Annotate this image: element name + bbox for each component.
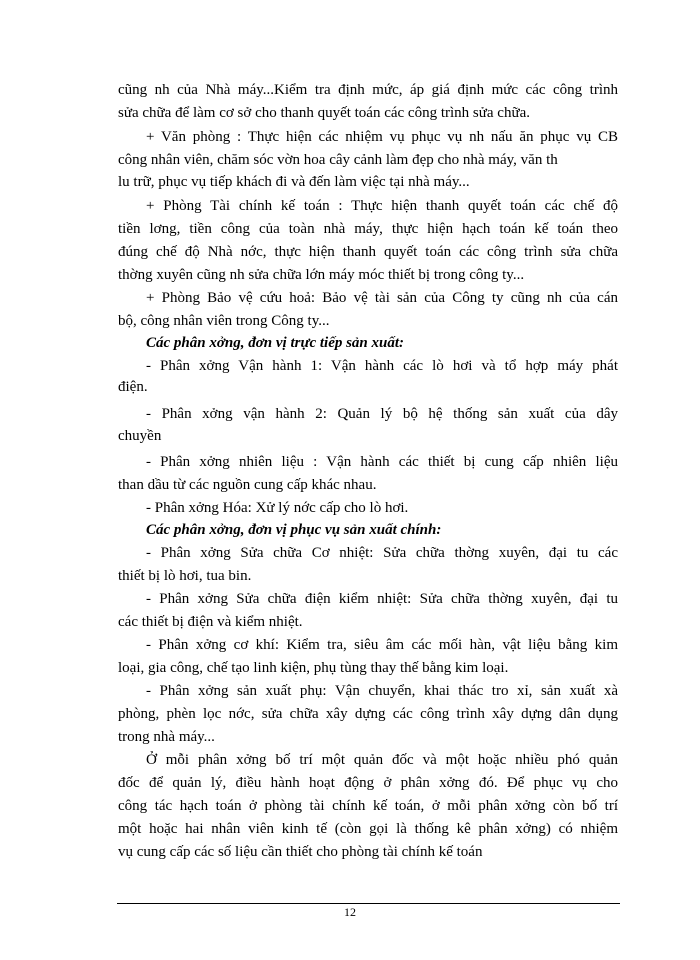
text-line: sửa chữa để làm cơ sở cho thanh quyết toán các công trình sửa chữa.	[118, 105, 530, 121]
text-line: Ở mỗi phân xởng bố trí một quản đốc và một hoặc nhiều phó quản	[146, 752, 618, 768]
text-line: thiết bị lò hơi, tua bin.	[118, 568, 252, 584]
text-line: - Phân xởng Sửa chữa điện kiểm nhiệt: Sửa chữa thờng xuyên, đại tu	[146, 591, 618, 607]
text-line: đúng chế độ Nhà nớc, thực hiện thanh quyết toán các công trình sửa chữa	[118, 244, 618, 260]
text-line: chuyền	[118, 428, 162, 444]
text-line: than dầu từ các nguồn cung cấp khác nhau.	[118, 477, 377, 493]
text-line: trong nhà máy...	[118, 729, 215, 745]
text-line: đốc để quản lý, điều hành hoạt động ở phân xởng đó. Để phục vụ cho	[118, 775, 618, 791]
text-line: công tác hạch toán ở phòng tài chính kế toán, ở mỗi phân xởng còn bố trí	[118, 798, 618, 814]
text-line: bộ, công nhân viên trong Công ty...	[118, 313, 330, 329]
text-line: phòng, phèn lọc nớc, sửa chữa xây dựng các công trình xây dựng dân dụng	[118, 706, 618, 722]
text-line: + Phòng Bảo vệ cứu hoả: Bảo vệ tài sản của Công ty cũng nh của cán	[146, 290, 618, 306]
text-line: các thiết bị điện và kiểm nhiệt.	[118, 614, 303, 630]
section-heading: Các phân xởng, đơn vị phục vụ sản xuất chính:	[146, 522, 442, 538]
text-line: - Phân xởng Vận hành 1: Vận hành các lò hơi và tổ hợp máy phát	[146, 358, 618, 374]
text-line: tiền lơng, tiền công của toàn nhà máy, thực hiện hạch toán kế toán theo	[118, 221, 618, 237]
text-line: + Phòng Tài chính kế toán : Thực hiện thanh quyết toán các chế độ	[146, 198, 618, 214]
text-line: - Phân xởng sản xuất phụ: Vận chuyển, khai thác tro xỉ, sản xuất xà	[146, 683, 618, 699]
text-line: - Phân xởng vận hành 2: Quản lý bộ hệ thống sản xuất của dây	[146, 406, 618, 422]
text-line: lu trữ, phục vụ tiếp khách đi và đến làm việc tại nhà máy...	[118, 174, 470, 190]
text-line: một hoặc hai nhân viên kinh tế (còn gọi là thống kê phân xởng) có nhiệm	[118, 821, 618, 837]
text-line: - Phân xởng cơ khí: Kiểm tra, siêu âm các mối hàn, vật liệu bằng kim	[146, 637, 618, 653]
text-line: điện.	[118, 379, 148, 395]
text-line: cũng nh của Nhà máy...Kiểm tra định mức, áp giá định mức các công trình	[118, 82, 618, 98]
text-line: vụ cung cấp các số liệu cần thiết cho phòng tài chính kế toán	[118, 844, 483, 860]
text-line: công nhân viên, chăm sóc vờn hoa cây cảnh làm đẹp cho nhà máy, văn th	[118, 152, 558, 168]
text-line: + Văn phòng : Thực hiện các nhiệm vụ phục vụ nh nấu ăn phục vụ CB	[146, 129, 618, 145]
page-number: 12	[344, 905, 356, 919]
text-line: - Phân xởng Sửa chữa Cơ nhiệt: Sửa chữa thờng xuyên, đại tu các	[146, 545, 618, 561]
text-line: - Phân xởng Hóa: Xử lý nớc cấp cho lò hơi.	[146, 500, 409, 516]
text-line: loại, gia công, chế tạo linh kiện, phụ tùng thay thế bằng kim loại.	[118, 660, 509, 676]
text-line: thờng xuyên cũng nh sửa chữa lớn máy móc thiết bị trong công ty...	[118, 267, 525, 283]
text-line: - Phân xởng nhiên liệu : Vận hành các thiết bị cung cấp nhiên liệu	[146, 454, 618, 470]
section-heading: Các phân xởng, đơn vị trực tiếp sản xuất:	[146, 335, 405, 351]
